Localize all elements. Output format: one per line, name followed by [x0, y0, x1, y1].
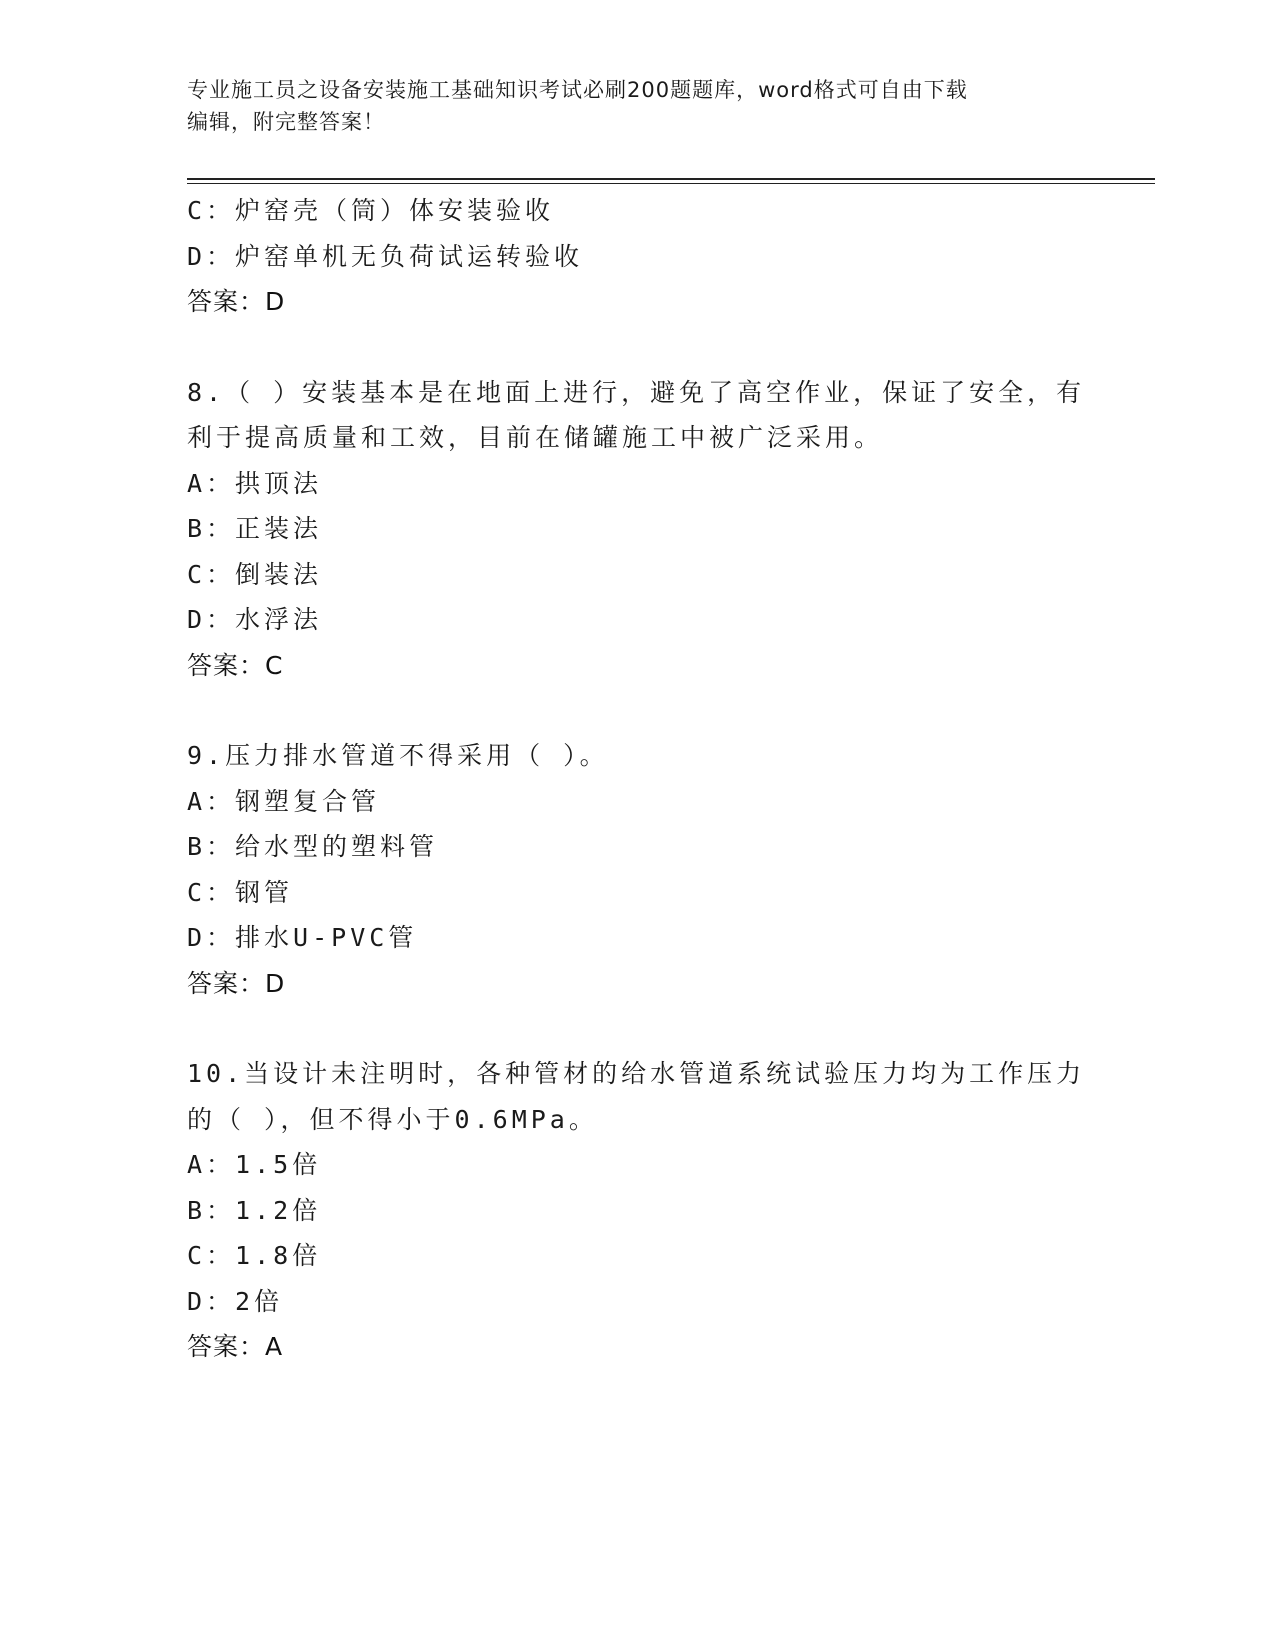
- question-stem-line-1: 9.压力排水管道不得采用（ ）。: [187, 741, 609, 770]
- header-title-line-1: 专业施工员之设备安装施工基础知识考试必刷200题题库，word格式可自由下载: [187, 78, 968, 102]
- answer-line: 答案：C: [187, 650, 284, 680]
- question-stem-line-1: 8.（ ）安装基本是在地面上进行，避免了高空作业，保证了安全，有: [187, 377, 1086, 407]
- header-divider-thick: [187, 178, 1155, 180]
- option-b: B：1.2倍: [187, 1195, 322, 1225]
- header-divider-thin: [187, 183, 1155, 184]
- answer-line: 答案：A: [187, 1332, 284, 1361]
- question-spacer: [187, 688, 1087, 733]
- option-d: D：水浮法: [187, 605, 323, 634]
- option-b: B：正装法: [187, 514, 323, 543]
- question-8: [187, 370, 1087, 689]
- answer-line: 答案：D: [187, 968, 286, 998]
- question-10: [187, 1051, 1087, 1370]
- header-title-line-2: 编辑，附完整答案！: [187, 110, 385, 134]
- option-d: D：排水U-PVC管: [187, 923, 418, 952]
- option-a: A：1.5倍: [187, 1150, 322, 1179]
- question-9: [187, 733, 1087, 1006]
- option-a: A：钢塑复合管: [187, 786, 381, 816]
- option-d: D：2倍: [187, 1286, 284, 1316]
- option-a: A：拱顶法: [187, 468, 323, 498]
- option-b: B：给水型的塑料管: [187, 832, 439, 861]
- option-d: D：炉窑单机无负荷试运转验收: [187, 241, 584, 271]
- option-c: C：炉窑壳（筒）体安装验收: [187, 196, 555, 225]
- document-header: [187, 74, 1087, 138]
- question-stem-line-2: 的（ ），但不得小于0.6MPa。: [187, 1104, 598, 1134]
- question-7-continuation: [187, 188, 1087, 325]
- option-c: C：钢管: [187, 877, 294, 907]
- question-spacer: [187, 1006, 1087, 1051]
- option-c: C：倒装法: [187, 559, 323, 589]
- answer-line: 答案：D: [187, 287, 286, 316]
- question-list: [187, 188, 1087, 1370]
- question-spacer: [187, 325, 1087, 370]
- question-stem-line-1: 10.当设计未注明时，各种管材的给水管道系统试验压力均为工作压力: [187, 1059, 1086, 1088]
- option-c: C：1.8倍: [187, 1241, 322, 1270]
- question-stem-line-2: 利于提高质量和工效，目前在储罐施工中被广泛采用。: [187, 423, 884, 452]
